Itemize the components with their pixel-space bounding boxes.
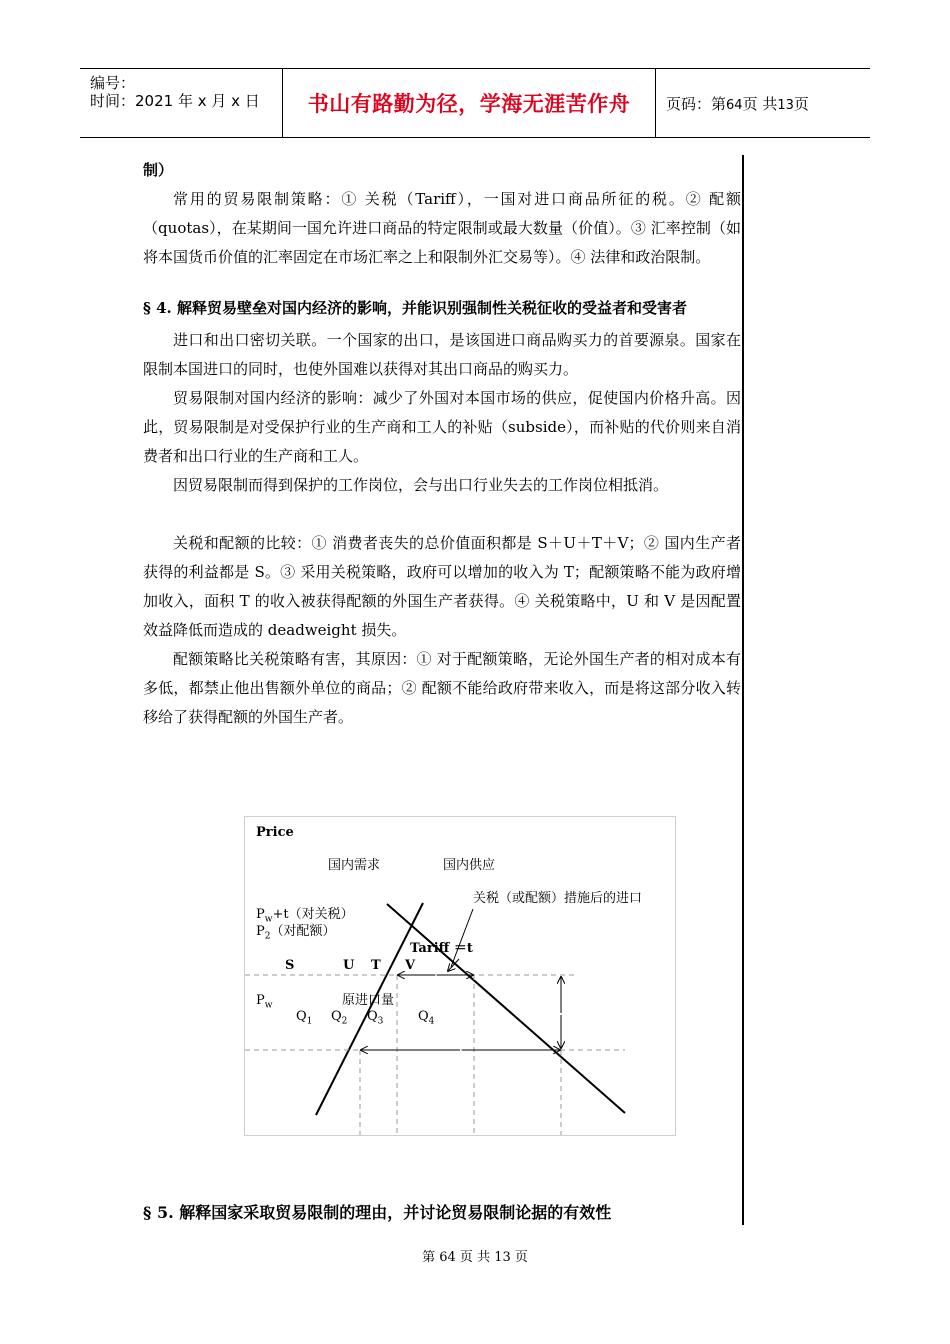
pw-label: $P_w$: [256, 993, 273, 1011]
price-axis-label: Price: [256, 825, 294, 840]
paragraph-jobs: 因贸易限制而得到保护的工作岗位，会与出口行业失去的工作岗位相抵消。: [173, 476, 669, 494]
section-4-heading: § 4. 解释贸易壁垒对国内经济的影响，并能识别强制性关税征收的受益者和受害者: [143, 299, 687, 317]
demand-label: 国内需求: [328, 858, 381, 873]
q2-label: $Q_2$: [331, 1009, 348, 1027]
area-s-label: S: [285, 958, 295, 973]
page-header: [80, 68, 870, 138]
p2-label: $P_2$（对配额）: [256, 924, 336, 942]
original-imports-label: 原进口量: [342, 993, 395, 1008]
header-meta: [80, 69, 282, 137]
q4-label: $Q_4$: [418, 1009, 435, 1027]
area-t-label: T: [371, 958, 381, 973]
heading-fragment: 制）: [143, 161, 174, 179]
header-motto-cell: [282, 69, 656, 137]
tariff-quota-diagram: [244, 816, 676, 1136]
paragraph-imports-exports: 进口和出口密切关联。一个国家的出口，是该国进口商品购买力的首要源泉。国家在限制本国进口的同时，也使外国难以获得对其出口商品的购买力。: [143, 331, 741, 378]
tariff-label: Tariff ＝t: [410, 941, 473, 956]
section-5-wrapper: [143, 1198, 741, 1227]
paragraph-tariff-vs-quota: 关税和配额的比较：① 消费者丧失的总价值面积都是 S＋U＋T＋V；② 国内生产者获得的利益都是 S。③ 采用关税策略，政府可以增加的收入为 T；配额策略不能为政府增加收入，面积 T 的收入被获得配额的外国生产者获得。④ 关税策略中，U 和 V 是因配置效益降低而造成的 deadweight 损失。: [143, 534, 741, 639]
section-5-heading: § 5. 解释国家采取贸易限制的理由，并讨论贸易限制论据的有效性: [143, 1203, 612, 1222]
area-v-label: V: [405, 958, 416, 973]
imports-label-pointer: [451, 909, 473, 967]
q3-label: $Q_3$: [367, 1009, 384, 1027]
paragraph-quota-harm: 配额策略比关税策略有害，其原因：① 对于配额策略，无论外国生产者的相对成本有多低，都禁止他出售额外单位的商品；② 配额不能给政府带来收入，而是将这部分收入转移给了获得配额的外国生产者。: [143, 650, 741, 726]
area-u-label: U: [343, 958, 355, 973]
page-footer: 第 64 页 共 13 页: [422, 1250, 528, 1265]
imports-after-label: 关税（或配额）措施后的进口: [473, 891, 643, 906]
pw-plus-t-label: $P_w+t$（对关税）: [256, 907, 354, 925]
page-number: 页码：第64页 共13页: [666, 94, 809, 113]
paragraph-domestic-impact: 贸易限制对国内经济的影响：减少了外国对本国市场的供应，促使国内价格升高。因此，贸易限制是对受保护行业的生产商和工人的补贴（subside），而补贴的代价则来自消费者和出口行业的生产商和工人。: [143, 389, 741, 465]
time-label: 时间：2021 年 x 月 x 日: [90, 92, 260, 110]
document-body: [143, 156, 741, 732]
motto: 书山有路勤为径，学海无涯苦作舟: [307, 92, 631, 116]
paragraph-restriction-strategies: 常用的贸易限制策略：① 关税（Tariff），一国对进口商品所征的税。② 配额（quotas），在某期间一国允许进口商品的特定限制或最大数量（价值）。③ 汇率控制（如将本国货币价值的汇率固定在市场汇率之上和限制外汇交易等）。④ 法律和政治限制。: [143, 190, 741, 266]
right-margin-rule: [742, 155, 744, 1225]
q1-label: $Q_1$: [296, 1009, 313, 1027]
serial-label: 编号：: [90, 74, 136, 92]
header-page-cell: [656, 69, 870, 137]
supply-label: 国内供应: [443, 858, 496, 873]
